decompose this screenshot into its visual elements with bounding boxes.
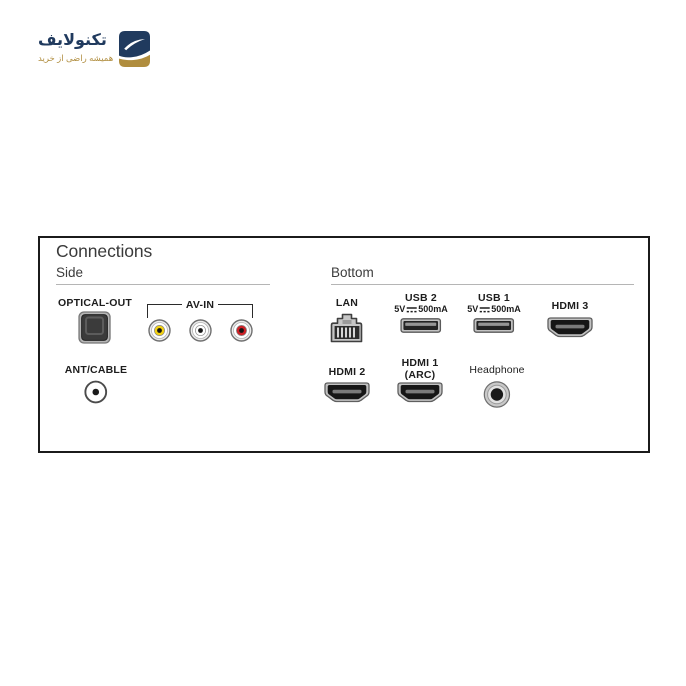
logo-tagline: همیشه راضی از خرید <box>38 53 114 63</box>
port-optical-out <box>58 297 132 344</box>
panel-title: Connections <box>56 241 153 261</box>
section-bottom-header: Bottom <box>331 265 634 285</box>
section-side-header: Side <box>56 265 270 285</box>
hdmi-3-port-icon <box>547 317 593 339</box>
headphone-jack-icon <box>483 381 510 408</box>
hdmi-1-arc-label: (ARC) <box>404 369 436 381</box>
hdmi-1-port-icon <box>397 382 443 404</box>
port-hdmi-3 <box>547 300 593 339</box>
headphone-label: Headphone <box>469 364 525 376</box>
optical-out-icon <box>78 311 111 344</box>
logo-text <box>38 31 113 64</box>
lan-icon <box>329 313 365 343</box>
lan-label: LAN <box>335 297 359 309</box>
hdmi-2-port-icon <box>324 382 370 404</box>
port-headphone <box>469 364 524 408</box>
usb-1-rating <box>467 304 521 315</box>
port-ant-cable <box>65 364 127 404</box>
connections-panel <box>38 236 650 453</box>
usb-2-current: 500mA <box>418 304 448 314</box>
port-usb-2 <box>394 292 448 333</box>
rca-white-icon <box>189 319 212 342</box>
usb-2-port-icon <box>400 318 441 333</box>
port-av-in <box>147 299 253 342</box>
dc-symbol-icon <box>479 306 490 314</box>
av-in-bracket-left <box>147 304 182 318</box>
ant-cable-label: ANT/CABLE <box>64 364 128 376</box>
usb-2-label: USB 2 <box>405 292 437 304</box>
hdmi-1-label: HDMI 1 <box>401 357 439 369</box>
usb-1-port-icon <box>473 318 514 333</box>
port-hdmi-1-arc <box>397 357 443 404</box>
optical-out-label: OPTICAL-OUT <box>58 297 132 309</box>
hdmi-2-label: HDMI 2 <box>328 366 366 378</box>
av-in-label: AV-IN <box>185 299 215 311</box>
ant-cable-icon <box>84 380 108 404</box>
logo-title: تکنولایف <box>38 32 107 49</box>
dc-symbol-icon <box>406 306 417 314</box>
port-hdmi-2 <box>324 366 370 404</box>
av-in-jacks <box>148 319 253 342</box>
logo-mark-icon <box>119 31 150 67</box>
av-in-bracket-right <box>218 304 253 318</box>
usb-1-current: 500mA <box>491 304 521 314</box>
usb-2-rating <box>394 304 448 315</box>
hdmi-3-label: HDMI 3 <box>551 300 589 312</box>
port-usb-1 <box>467 292 521 333</box>
rca-yellow-icon <box>148 319 171 342</box>
av-in-bracket <box>147 299 253 318</box>
usb-1-label: USB 1 <box>478 292 510 304</box>
port-lan <box>329 297 365 343</box>
usb-2-volt: 5V <box>394 304 406 314</box>
rca-red-icon <box>230 319 253 342</box>
usb-1-volt: 5V <box>467 304 479 314</box>
technolife-logo <box>38 31 150 67</box>
